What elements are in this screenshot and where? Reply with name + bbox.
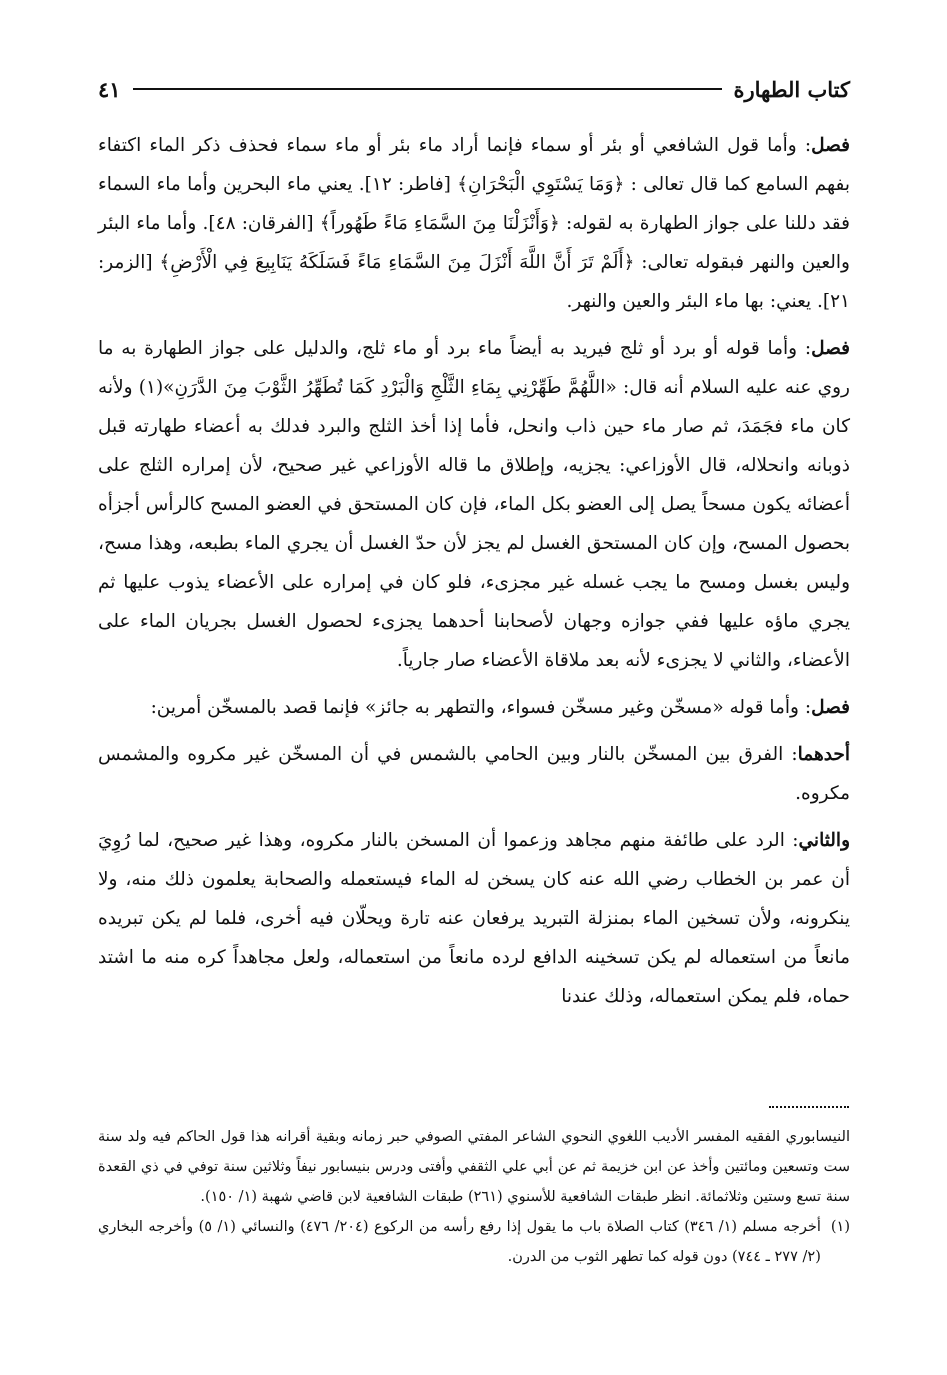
footnotes (98, 1122, 850, 1272)
header-rule (133, 88, 722, 90)
paragraph-text: : الرد على طائفة منهم مجاهد وزعموا أن المسخن بالنار مكروه، وهذا غير صحيح، لما رُوِيَ أن عمر بن الخطاب رضي الله عنه كان يسخن له الماء فيستعمله والصحابة يعلمون ذلك منه، ولا ينكرونه، ولأن تسخين الماء بمنزلة التبريد يرفعان عنه تارة ويحلّان فيه أخرى، فلما لم يكن تبريده مانعاً من استعماله لم يكن تسخينه الدافع لرده مانعاً من استعماله، ولعل مجاهداً كره منه ما اشتد حماه، فلم يمكن استعماله، وذلك عندنا (98, 830, 850, 1007)
paragraph-text: : وأما قوله «مسخّن وغير مسخّن فسواء، والتطهر به جائز» فإنما قصد بالمسخّن أمرين: (150, 697, 812, 718)
paragraph (98, 735, 850, 813)
footnote-separator (769, 1106, 849, 1108)
footnote-item (98, 1212, 850, 1272)
paragraph-text: : وأما قوله أو برد أو ثلج فيريد به أيضاً ماء برد أو ماء ثلج، والدليل على جواز الطهارة به ما روي عنه عليه السلام أنه قال: «اللَّهُمَّ طَهِّرْنِي بِمَاءِ الثَّلْجِ وَالْبَرْدِ كَمَا تُطَهِّرُ الثَّوْبَ مِنَ الدَّرَنِ»(١) ولأنه كان ماء فجَمَدَ، ثم صار ماء حين ذاب وانحل، فأما إذا أخذ الثلج والبرد فدلك به أعضاء طهارته قبل ذوبانه وانحلاله، قال الأوزاعي: يجزيه، وإطلاق ما قاله الأوزاعي غير صحيح، لأن إمراره الثلج على أعضائه يكون مسحاً يصل إلى العضو بكل الماء، فإن كان المستحق في العضو المسح كالرأس أجزأه بحصول المسح، وإن كان المستحق الغسل لم يجز لأن حدّ الغسل أن يجري الماء بطبعه، وهذا مسح، وليس بغسل ومسح ما يجب غسله غير مجزىء، فلو كان في إمراره على الأعضاء يذوب عليها ثم يجري ماؤه عليها ففي جوازه وجهان لأصحابنا أحدهما يجزىء لحصول الغسل بجريان الماء على الأعضاء، والثاني لا يجزىء لأنه بعد ملاقاة الأعضاء صار جارياً. (98, 338, 850, 671)
paragraph-text: : الفرق بين المسخّن بالنار وبين الحامي بالشمس في أن المسخّن غير مكروه والمشمس مكروه. (98, 744, 850, 804)
section-lead: فصل (811, 338, 850, 359)
page-number: ٤١ (98, 76, 121, 102)
main-text (98, 126, 850, 1024)
section-lead: والثاني (798, 830, 850, 851)
running-header (98, 72, 850, 106)
section-lead: أحدهما (797, 744, 850, 765)
footnote-continuation: النيسابوري الفقيه المفسر الأديب اللغوي النحوي الشاعر المفتي الصوفي حبر زمانه وبقية أقرانه هذا قول الحاكم فيه ولد سنة ست وتسعين ومائتين وأخذ عن ابن خزيمة ثم عن أبي علي الثقفي وأفتى ودرس بنيسابور نيفاً وثلاثين سنة توفي في ذي القعدة سنة تسع وستين وثلاثمائة. انظر طبقات الشافعية للأسنوي (٢٦١) طبقات الشافعية لابن قاضي شهبة (١/ ١٥٠). (98, 1129, 850, 1205)
paragraph (98, 821, 850, 1016)
section-lead: فصل (811, 135, 850, 156)
paragraph (98, 688, 850, 727)
paragraph (98, 329, 850, 680)
section-lead: فصل (811, 697, 850, 718)
footnote-number: (١) (830, 1219, 850, 1235)
paragraph-text: : وأما قول الشافعي أو بئر أو سماء فإنما أراد ماء بئر أو ماء سماء فحذف ذكر الماء اكتفاء بفهم السامع كما قال تعالى : ﴿وَمَا يَسْتَوِي الْبَحْرَانِ﴾ [فاطر: ١٢]. يعني ماء البحرين وأما ماء السماء فقد دللنا على جواز الطهارة به لقوله: ﴿وَأَنْزَلْنَا مِنَ السَّمَاءِ مَاءً طَهُوراً﴾ [الفرقان: ٤٨]. وأما ماء البئر والعين والنهر فبقوله تعالى: ﴿أَلَمْ تَرَ أَنَّ اللَّهَ أَنْزَلَ مِنَ السَّمَاءِ مَاءً فَسَلَكَهُ يَنَابِيعَ فِي الْأَرْضِ﴾ [الزمر: ٢١]. يعني: بها ماء البئر والعين والنهر. (98, 135, 850, 312)
footnote-text: أخرجه مسلم (١/ ٣٤٦) كتاب الصلاة باب ما يقول إذا رفع رأسه من الركوع (٢٠٤/ ٤٧٦) والنسائي (١/ ٥) وأخرجه البخاري (٢/ ٢٧٧ ـ ٧٤٤) دون قوله كما تطهر الثوب من الدرن. (98, 1219, 821, 1265)
book-title: كتاب الطهارة (733, 76, 850, 102)
paragraph (98, 126, 850, 321)
